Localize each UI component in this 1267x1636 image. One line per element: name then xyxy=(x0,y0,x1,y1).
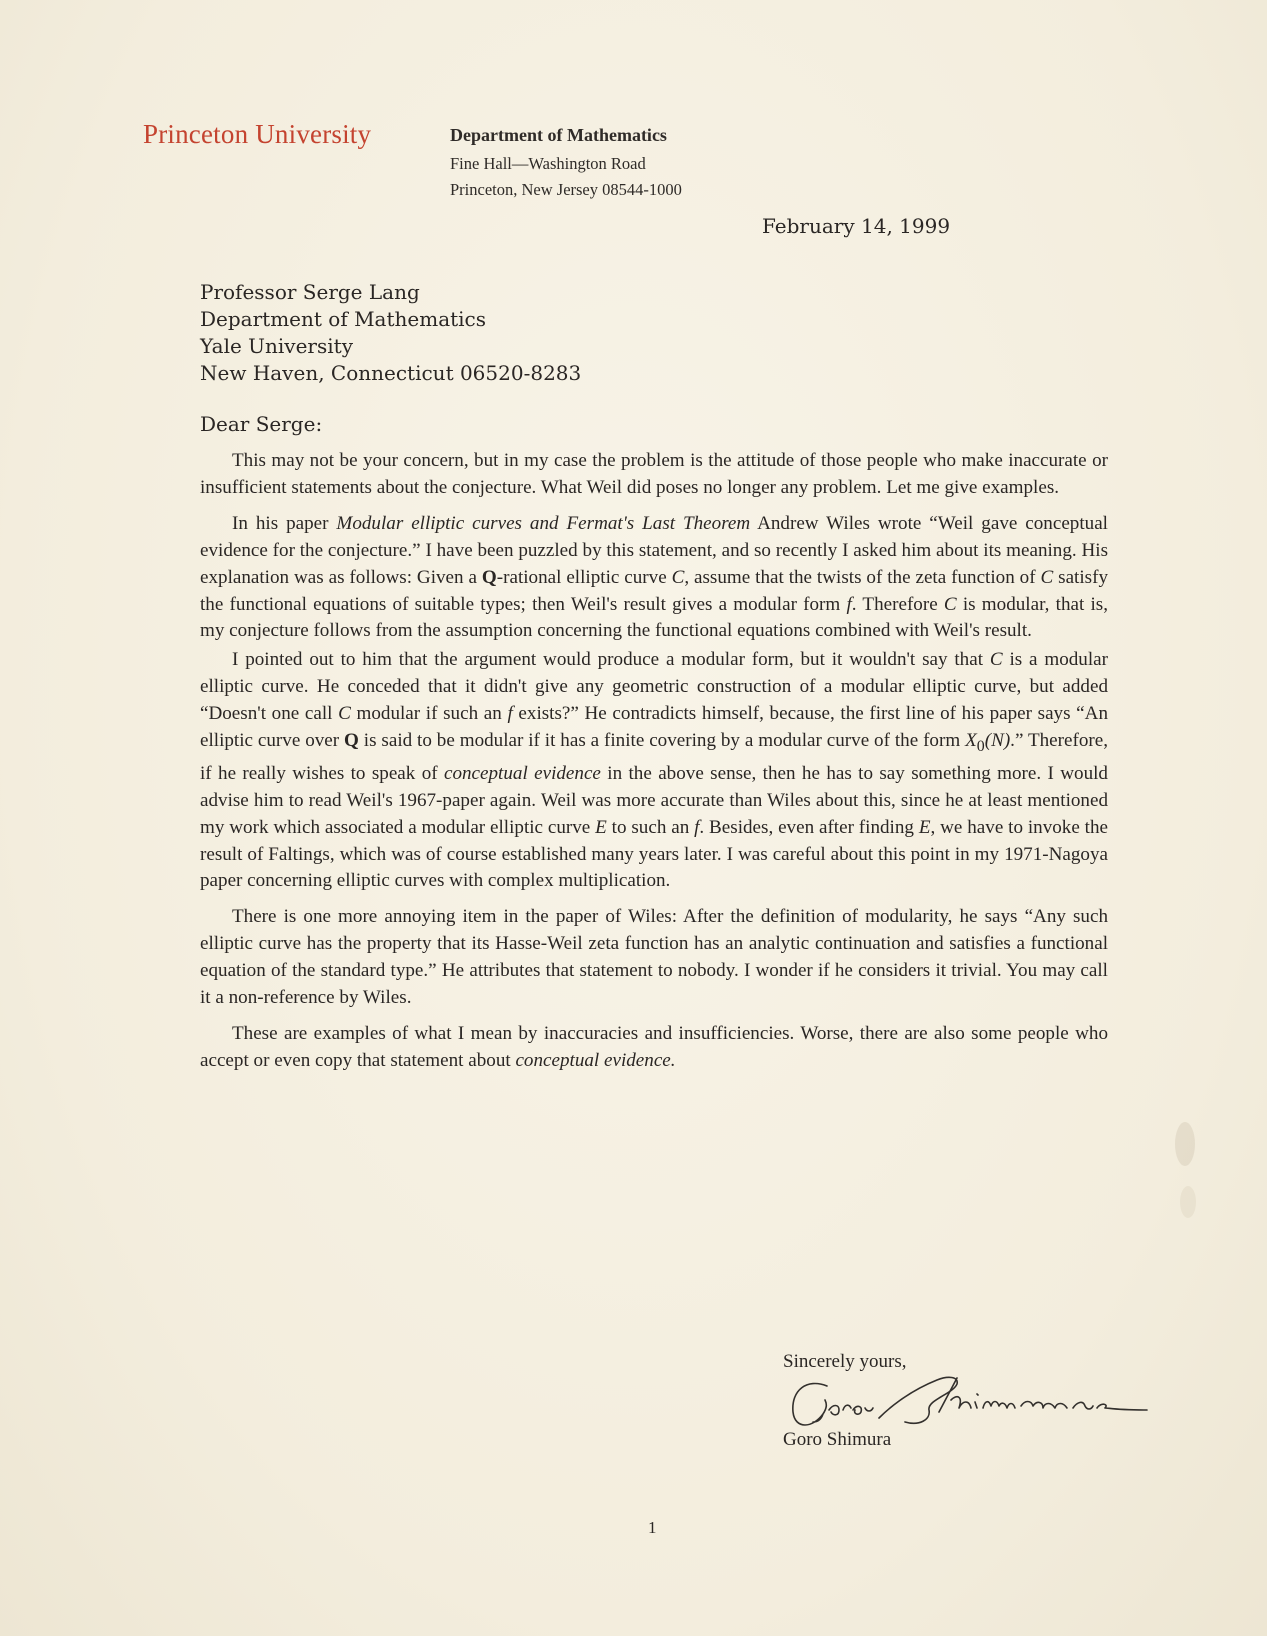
department-address-line: Princeton, New Jersey 08544-1000 xyxy=(450,180,682,199)
closing: Sincerely yours, xyxy=(783,1351,907,1372)
paper-stain xyxy=(1175,1122,1195,1166)
handwritten-signature xyxy=(787,1370,1167,1438)
department-address-line: Fine Hall—Washington Road xyxy=(450,154,646,173)
recipient-line: Department of Mathematics xyxy=(200,307,487,331)
paragraph: In his paper Modular elliptic curves and Fermat's Last Theorem Andrew Wiles wrote “Weil gave conceptual evidence for the conjecture.” I have been puzzled by this statement, and so recently I asked him about its meaning. His explanation was as follows: Given a Q-rational elliptic curve C, assume that the twists of the zeta function of C satisfy the functional equations of suitable types; then Weil's result gives a modular form f. Therefore C is modular, that is, my conjecture follows from the assumption concerning the functional equations combined with Weil's result. xyxy=(200,512,1108,642)
paragraph: I pointed out to him that the argument would produce a modular form, but it wouldn't say that C is a modular elliptic curve. He conceded that it didn't give any geometric construction of a modular elliptic curve, but added “Doesn't one call C modular if such an f exists?” He contradicts himself, because, the first line of his paper says “An elliptic curve over Q is said to be modular if it has a finite covering by a modular curve of the form $X_0(N)$.” Therefore, if he really wishes to speak of conceptual evidence in the above sense, then he has to say something more. I would advise him to read Weil's 1967-paper again. Weil was more accurate than Wiles about this, since he at least mentioned my work which associated a modular elliptic curve E to such an f. Besides, even after finding E, we have to invoke the result of Faltings, which was of course established many years later. I was careful about this point in my 1971-Nagoya paper concerning elliptic curves with complex multiplication. xyxy=(200,649,1109,892)
letter-date: February 14, 1999 xyxy=(762,214,951,238)
recipient-line: New Haven, Connecticut 06520-8283 xyxy=(200,361,582,385)
signer-name: Goro Shimura xyxy=(783,1429,892,1450)
department-name: Department of Mathematics xyxy=(450,125,667,145)
paper-stain xyxy=(1180,1186,1196,1218)
salutation: Dear Serge: xyxy=(200,412,323,436)
paragraph: This may not be your concern, but in my case the problem is the attitude of those people who make inaccurate or insufficient statements about the conjecture. What Weil did poses no longer any problem. Let me give examples. xyxy=(200,450,1108,498)
recipient-line: Yale University xyxy=(200,334,353,358)
letter-body xyxy=(200,448,1108,1084)
paper-title: Modular elliptic curves and Fermat's Last Theorem xyxy=(336,512,751,534)
recipient-address xyxy=(200,279,581,387)
page-number: 1 xyxy=(648,1518,657,1537)
recipient-line: Professor Serge Lang xyxy=(200,280,420,304)
paragraph: These are examples of what I mean by inaccuracies and insufficiencies. Worse, there are also some people who accept or even copy that statement about conceptual evidence. xyxy=(200,1022,1108,1071)
paragraph: There is one more annoying item in the paper of Wiles: After the definition of modularity, he says “Any such elliptic curve has the property that its Hasse-Weil zeta function has an analytic continuation and satisfies a functional equation of the standard type.” He attributes that statement to nobody. I wonder if he considers it trivial. You may call it a non-reference by Wiles. xyxy=(200,906,1108,1009)
university-logo: Princeton University xyxy=(143,119,372,149)
letterhead-department xyxy=(450,125,682,203)
